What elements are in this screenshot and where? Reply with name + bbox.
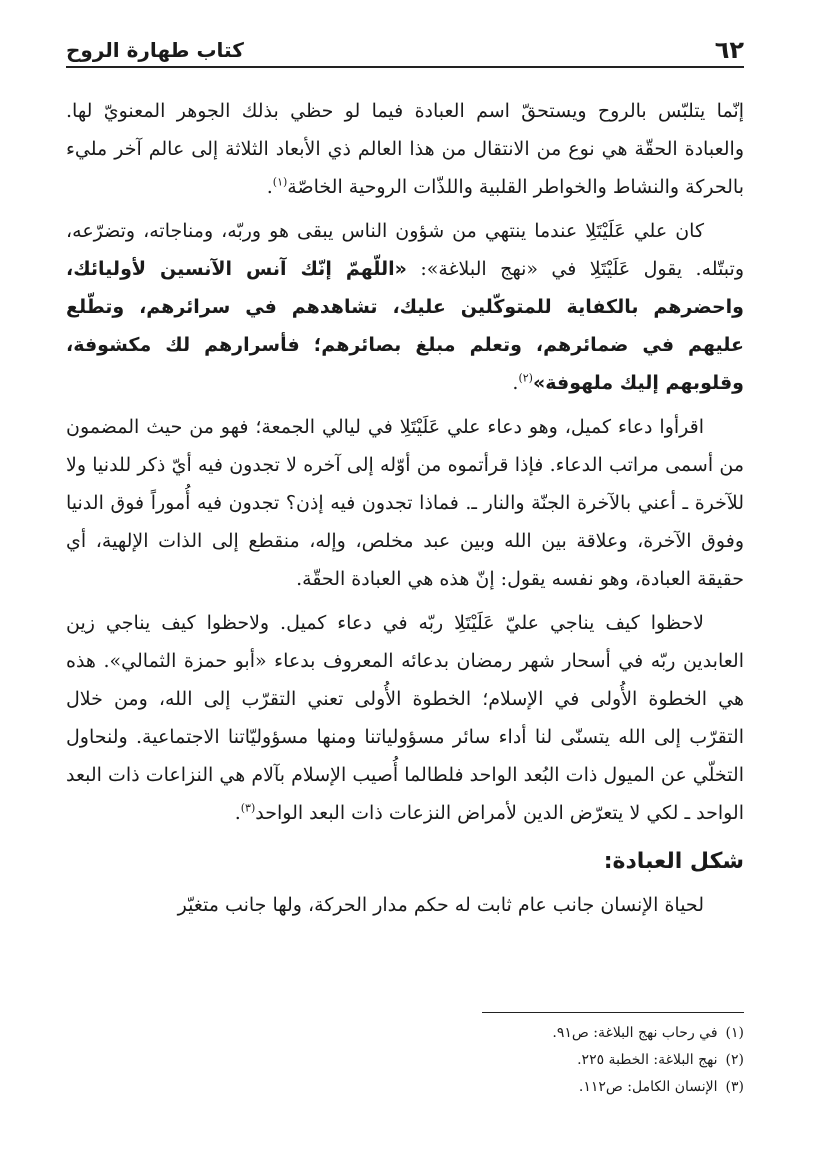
footnote-item: (٢) نهج البلاغة: الخطبة ٢٢٥.	[577, 1052, 744, 1068]
running-title: كتاب طهارة الروح	[66, 38, 244, 62]
nahj-quote: «اللّهمّ إنّك آنس الآنسين لأوليائك، واحضرهم بالكفاية للمتوكّلين عليك، تشاهدهم في سرائرهم، وتطّلع عليهم في ضمائرهم، وتعلم مبلغ بصائرهم؛ فأسرارهم لك مكشوفة، وقلوبهم إليك ملهوفة»	[66, 258, 744, 394]
footnote-item: (٣) الإنسان الكامل: ص١١٢.	[578, 1079, 744, 1095]
footnote-divider	[482, 1012, 744, 1013]
footnote-ref-2[interactable]: (٢)	[518, 371, 533, 385]
footnote-ref-3[interactable]: (٣)	[240, 801, 256, 815]
paragraph-4: لاحظوا كيف يناجي عليّ عَلَيْتَلِا ربّه في دعاء كميل. ولاحظوا كيف يناجي زين العابدين ربّه في أسحار شهر رمضان بدعائه المعروف بدعاء «أبو حمزة الثمالي». هذه هي الخطوة الأُولى في الإسلام؛ الخطوة الأُولى تعني التقرّب إلى الله، ومن خلال التقرّب إلى الله يتسنّى لنا أداء سائر مسؤولياتنا ومنها مسؤوليّاتنا الاجتماعية. ولنحاول التخلّي عن الميول ذات البُعد الواحد فلطالما أُصيب الإسلام بآلام هي النزاعات ذات البعد الواحد ـ لكي لا يتعرّض الدين لأمراض النزعات ذات البعد الواحد$^{(٣)}$.	[66, 612, 744, 824]
footnote-item: (١) في رحاب نهج البلاغة: ص٩١.	[552, 1025, 744, 1041]
paragraph-2: كان علي عَلَيْتَلِا عندما ينتهي من شؤون الناس يبقى هو وربّه، ومناجاته، وتضرّعه، وتبتّله. يقول عَلَيْتَلِا في «نهج البلاغة»: «اللّهمّ إنّك آنس الآنسين لأوليائك، واحضرهم بالكفاية للمتوكّلين عليك، تشاهدهم في سرائرهم، وتطّلع عليهم في ضمائرهم، وتعلم مبلغ بصائرهم؛ فأسرارهم لك مكشوفة، وقلوبهم إليك ملهوفة»$^{(٢)}$.	[66, 220, 744, 394]
footnote-ref-1[interactable]: (١)	[272, 175, 288, 189]
section-paragraph: لحياة الإنسان جانب عام ثابت له حكم مدار الحركة، ولها جانب متغيّر	[177, 894, 704, 916]
footnotes	[344, 1020, 744, 1101]
main-text	[66, 92, 744, 924]
section-heading: شكل العبادة:	[603, 849, 744, 874]
paragraph-1: إنّما يتلبّس بالروح ويستحقّ اسم العبادة فيما لو حظي بذلك الجوهر المعنويّ لها. والعبادة الحقّة هي نوع من الانتقال من هذا العالم ذي الأبعاد الثلاثة إلى عالم آخر مليء بالحركة والنشاط والخواطر القلبية واللذّات الروحية الخاصّة$^{(١)}$.	[66, 100, 744, 198]
page-header	[66, 22, 744, 68]
paragraph-3: اقرأوا دعاء كميل، وهو دعاء علي عَلَيْتَلِا في ليالي الجمعة؛ فهو من حيث المضمون من أسمى مراتب الدعاء. فإذا قرأتموه من أوّله إلى آخره لا تجدون فيه أيّ ذكر للدنيا ولا للآخرة ـ أعني بالآخرة الجنّة والنار ـ. فماذا تجدون فيه إذن؟ تجدون فيه أُموراً فوق الدنيا وفوق الآخرة، وعلاقة بين الله وبين عبد مخلص، وإله، منقطع إلى الذات الإلهية، أي حقيقة العبادة، وهو نفسه يقول: إنّ هذه هي العبادة الحقّة.	[66, 416, 744, 590]
page-number: ٦٢	[714, 36, 744, 64]
